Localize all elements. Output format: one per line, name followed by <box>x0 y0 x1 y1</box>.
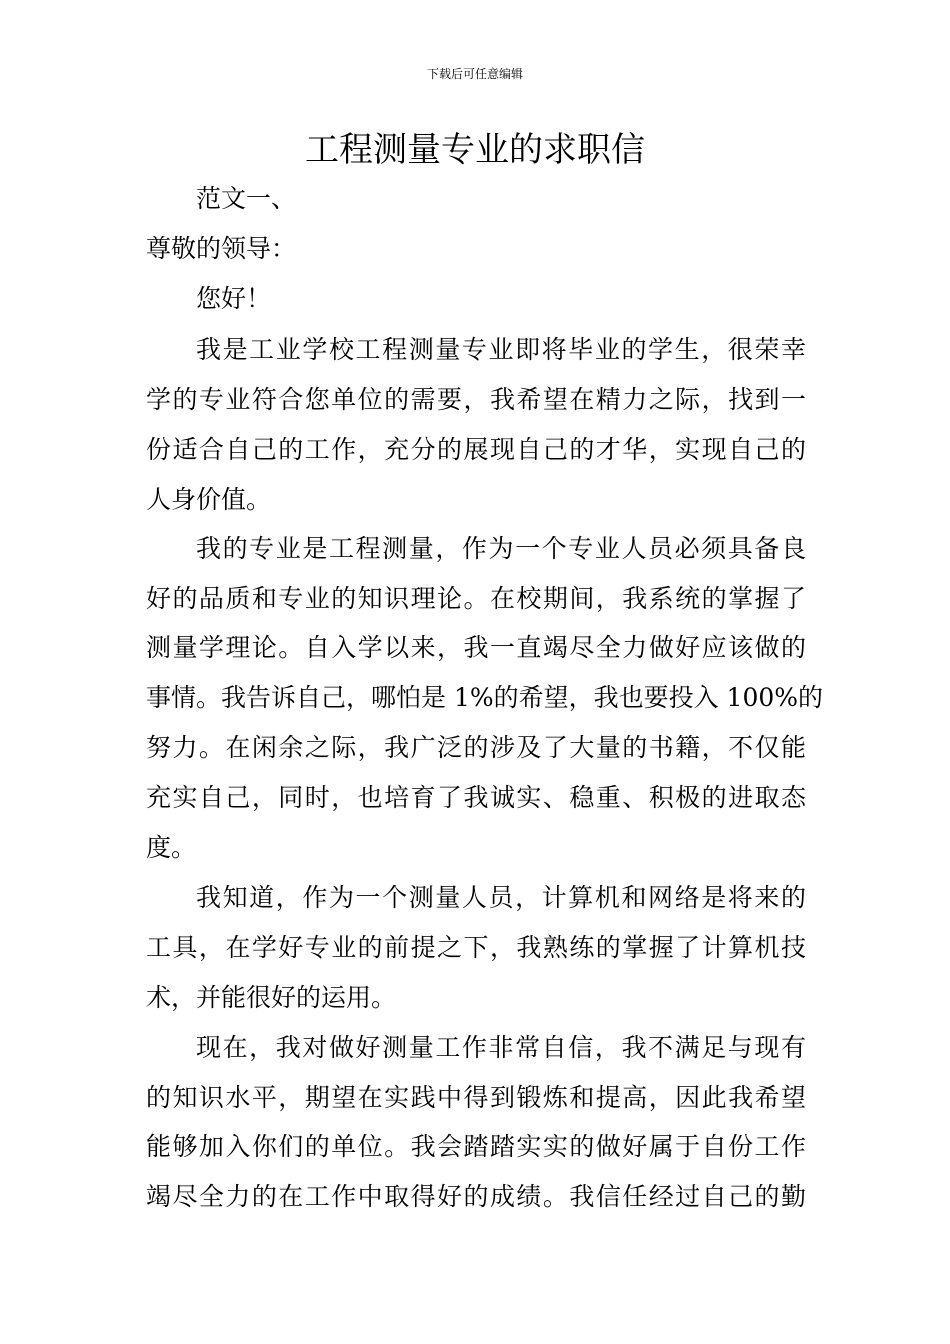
paragraph-line: 份适合自己的工作，充分的展现自己的才华，实现自己的 <box>146 435 806 464</box>
paragraph-line: 努力。在闲余之际，我广泛的涉及了大量的书籍，不仅能 <box>146 733 806 762</box>
salutation: 尊敬的领导： <box>146 234 297 263</box>
paragraph-line: 我知道，作为一个测量人员，计算机和网络是将来的 <box>196 883 806 912</box>
paragraph-line: 我的专业是工程测量，作为一个专业人员必须具备良 <box>196 534 806 563</box>
paragraph-line: 工具，在学好专业的前提之下，我熟练的掌握了计算机技 <box>146 933 806 962</box>
greeting: 您好！ <box>196 284 272 313</box>
sample-label: 范文一、 <box>196 184 297 213</box>
paragraph-line: 现在，我对做好测量工作非常自信，我不满足与现有 <box>196 1033 806 1062</box>
paragraph-line: 术，并能很好的运用。 <box>146 983 397 1012</box>
paragraph-line: 测量学理论。自入学以来，我一直竭尽全力做好应该做的 <box>146 633 806 662</box>
paragraph-line: 好的品质和专业的知识理论。在校期间，我系统的掌握了 <box>146 584 806 613</box>
paragraph-line: 充实自己，同时，也培育了我诚实、稳重、积极的进取态 <box>146 783 806 812</box>
paragraph-line: 的知识水平，期望在实践中得到锻炼和提高，因此我希望 <box>146 1083 806 1112</box>
paragraph-line: 人身价值。 <box>146 485 272 514</box>
paragraph-line: 事情。我告诉自己，哪怕是 1%的希望，我也要投入 100%的 <box>146 683 824 712</box>
paragraph-line: 学的专业符合您单位的需要，我希望在精力之际，找到一 <box>146 385 806 414</box>
paragraph-line: 我是工业学校工程测量专业即将毕业的学生，很荣幸 <box>196 335 806 364</box>
document-title: 工程测量专业的求职信 <box>305 130 645 170</box>
paragraph-line: 竭尽全力的在工作中取得好的成绩。我信任经过自己的勤 <box>146 1182 806 1211</box>
paragraph-line: 度。 <box>146 833 197 862</box>
paragraph-line: 能够加入你们的单位。我会踏踏实实的做好属于自份工作 <box>146 1132 806 1161</box>
header-note: 下载后可任意编辑 <box>426 67 523 81</box>
